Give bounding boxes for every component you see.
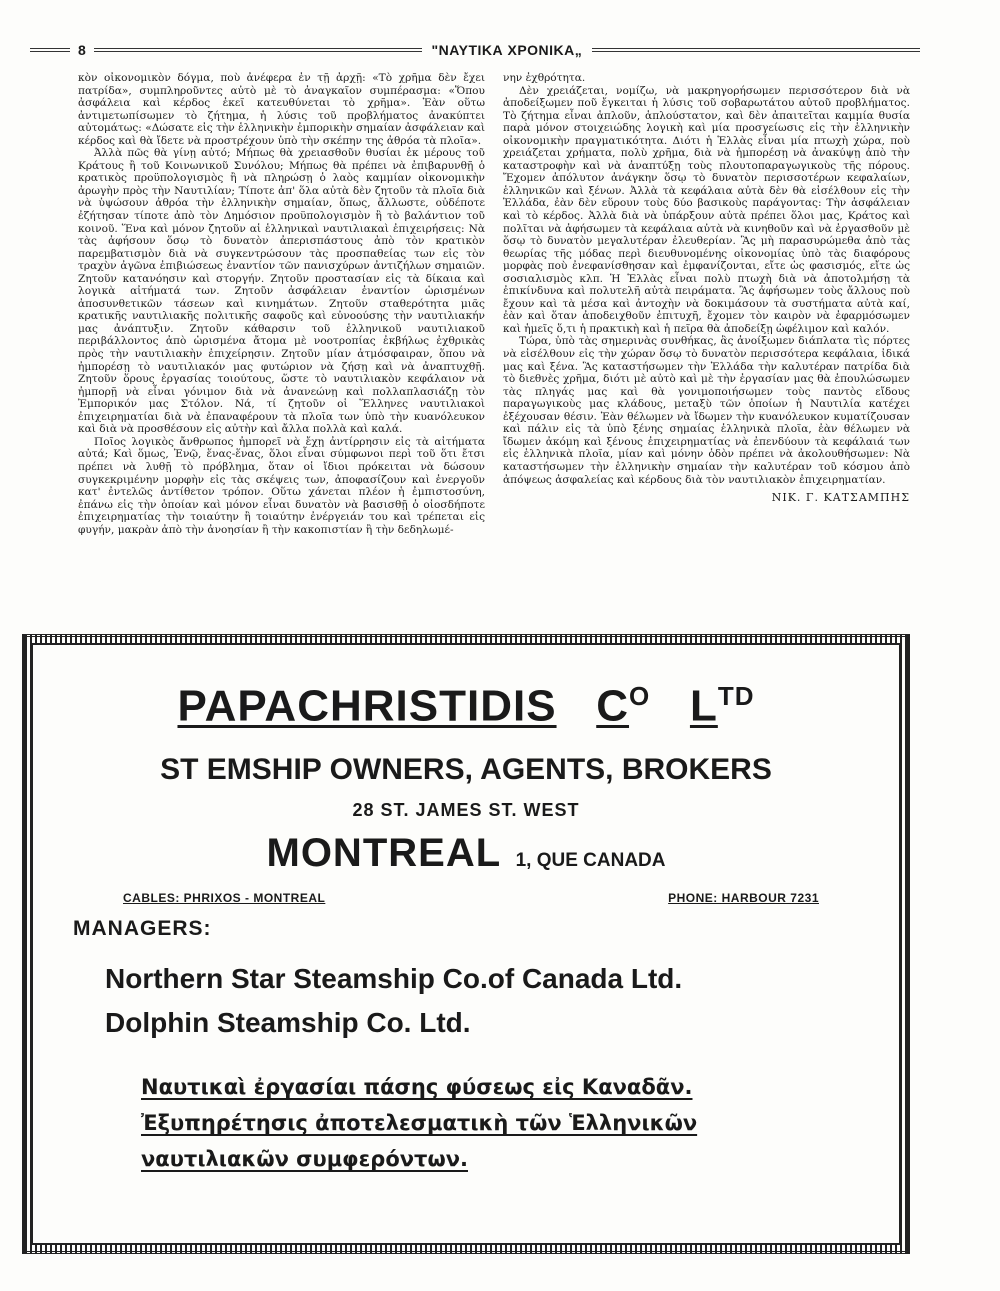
- header-rule-right: [592, 48, 920, 52]
- company-co: C: [596, 681, 630, 731]
- managers-label: MANAGERS:: [73, 917, 212, 940]
- phone-number: PHONE: HARBOUR 7231: [668, 891, 819, 905]
- company-name-main: PAPACHRISTIDIS: [177, 681, 557, 731]
- company-ltd-sup: TD: [717, 681, 755, 711]
- paragraph: νην ἐχθρότητα.: [503, 72, 586, 84]
- manager-company-2: Dolphin Steamship Co. Ltd.: [105, 1007, 471, 1038]
- city-line: [33, 831, 899, 876]
- journal-title: "ΝΑΥΤΙΚΑ ΧΡΟΝΙΚΑ„: [431, 42, 583, 58]
- cables-address: CABLES: PHRIXOS - MONTREAL: [123, 891, 326, 905]
- advertisement: [31, 643, 901, 1245]
- paragraph: Ἀλλὰ πῶς θὰ γίνῃ αὐτό; Μήπως θὰ χρειασθοῦν θυσίαι ἐκ μέρους τοῦ Κράτους ἢ τοῦ Κοινωνικοῦ Συνόλου; Μήπως θὰ πρέπει νὰ ἐπιβαρυνθῇ ὁ κρατικὸς προϋπολογισμὸς ἢ νὰ πληρώσῃ ὁ λαὸς καμμίαν οἰκονομικὴν ἀρωγὴν πρὸς τὴν Ναυτιλίαν; Τίποτε ἀπ' ὅλα αὐτὰ δὲν ζητοῦν τὰ πλοῖα διὰ νὰ ὑψώσουν ἀθρόα τὴν ἑλληνικὴν σημαίαν, ὅπως, ἄλλωστε, οὐδέποτε ἐζήτησαν τίποτε ἀπὸ τὸν Δημόσιον προϋπολογισμὸν ἢ τὸ βαλάντιον τοῦ κοινοῦ. Ἕνα καὶ μόνον ζητοῦν αἱ ἑλληνικαὶ ναυτιλιακαὶ ἐπιχειρήσεις: Νὰ τὰς ἀφήσουν ὅσῳ τὸ δυνατὸν ἀπερισπάστους ἀπὸ τὸν κρατικὸν παρεμβατισμὸν διὰ νὰ συγκεντρώσουν τὰς προσπαθείας των εἰς τὸν τραχὺν ἀγῶνα ἐπιβιώσεως ἐναντίον τῶν πανισχύρων ἀντιζήλων σημαιῶν. Ζητοῦν κατανόησιν καὶ στοργήν. Ζητοῦν προστασίαν εἰς τὰ δίκαια καὶ λογικὰ αἰτήματά των. Ζητοῦν ἀσφάλειαν ἐναντίον ὡρισμένων ἀποσυνθετικῶν τάσεων καὶ κινημάτων. Ζητοῦν σταθερότητα μιᾶς κρατικῆς ναυτιλιακῆς πολιτικῆς σαφοῦς καὶ εὐνοούσης τὴν ναυτιλιακήν μας ἀνάπτυξιν. Ζητοῦν κάθαρσιν τοῦ ἑλληνικοῦ ναυτιλιακοῦ περιβάλλοντος ἀπὸ ὡρισμένα ἄτομα μὲ νοοτροπίας ἐκβήλως ἐχθρικὰς πρὸς τὴν ναυτιλιακὴν ἐπιχείρησιν. Ζητοῦν μίαν ἀτμόσφαιραν, ὅπου νὰ ἠμπορέσῃ τὸ ναυτιλιακόν μας φυτώριον νὰ ζήσῃ καὶ νὰ ἀναπτυχθῇ. Ζητοῦν ὅρους ἐργασίας τοιούτους, ὥστε τὸ ναυτιλιακὸν κεφάλαιον νὰ ἠμπορῇ νὰ εἶναι γόνιμον διὰ νὰ ἀνανεώνῃ καὶ πολλαπλασιάζῃ τὸν Ἐμπορικόν μας Στόλον. Νά, τί ζητοῦν οἱ Ἕλληνες ναυτιλιακοὶ ἐπιχειρηματίαι διὰ νὰ ἐπαναφέρουν τὰ πλοῖα των ὑπὸ τὴν κυανόλευκον καὶ διὰ νὰ προσθέσουν εἰς αὐτὴν καὶ ἄλλα πολλὰ καὶ καλά.: [78, 147, 485, 436]
- paragraph: Δὲν χρειάζεται, νομίζω, νὰ μακρηγορήσωμεν περισσότερον διὰ νὰ ἀποδείξωμεν ποῦ ἔγκειται ἡ λύσις τοῦ σοβαρωτάτου αὐτοῦ προβλήματος. Τὸ ζήτημα εἶναι ἁπλοῦν, ἁπλούστατον, καὶ δὲν ἀπαιτεῖται καμμία θυσία παρὰ μόνον στοιχειώδης λογικὴ καὶ μία προσγείωσις εἰς τὴν ἑλληνικὴν οἰκονομικὴν πραγματικότητα. Διότι ἡ Ἑλλὰς εἶναι μία πτωχὴ χώρα, ποὺ χρειάζεται χρήματα, πολὺ χρῆμα, διὰ νὰ ἠμπορέσῃ νὰ ἀνακύψῃ ἀπὸ τὴν καταστροφὴν καὶ νὰ ἀναπτύξῃ τοὺς πλουτοπαραγωγικοὺς τῆς πόρους. Ἔχομεν ἀπόλυτον ἀνάγκην ὅσῳ τὸ δυνατὸν περισσοτέρων κεφαλαίων, ἑλληνικῶν καὶ ξένων. Ἀλλὰ τὰ κεφάλαια αὐτὰ δὲν θὰ εἰσέλθουν εἰς τὴν Ἑλλάδα, ἐὰν δὲν εὕρουν τοὺς δύο βασικοὺς παράγοντας: Τὴν ἀσφάλειαν καὶ τὸ κέρδος. Ἀλλὰ διὰ νὰ ὑπάρξουν αὐτὰ πρέπει ὅλοι μας, Κράτος καὶ πολῖται νὰ ἀφήσωμεν τὰ κεφάλαια αὐτὰ νὰ κινηθοῦν καὶ νὰ ἐργασθοῦν μὲ ὅσῳ τὸ δυνατὸν μεγαλυτέραν ἐλευθερίαν. Ἂς μὴ παρασυρώμεθα ἀπὸ τὰς θεωρίας τῆς μόδας περὶ διευθυνομένης οἰκονομίας ὑπὸ τὰς διαφόρους μορφὰς ποὺ ἐνεφανίσθησαν καὶ ἐμφανίζονται, εἴτε ὡς φασισμός, εἴτε ὡς σοσιαλισμὸς κλπ. Ἡ Ἑλλὰς εἶναι πολὺ πτωχὴ διὰ νὰ ἀποτολμήσῃ τὰ ἐπικίνδυνα καὶ πολυτελῆ αὐτὰ πειράματα. Ἂς ἀφήσωμεν τοὺς ἄλλους ποὺ ἔχουν καὶ τὰ μέσα καὶ ἀντοχὴν νὰ δοκιμάσουν τὰ συστήματα αὐτὰ καί, ἐὰν καὶ ὅταν ἀποδειχθοῦν ἐπιτυχῆ, ἔχομεν τὸν καιρὸν νὰ ἐφαρμόσωμεν καὶ ἡμεῖς ὅ,τι ἡ πρακτικὴ καὶ ἡ πεῖρα θὰ ἀποδείξῃ ὠφέλιμον καὶ καλόν.: [503, 84, 910, 335]
- greek-tagline-3: ναυτιλιακῶν συμφερόντων.: [141, 1147, 468, 1171]
- paragraph: Τώρα, ὑπὸ τὰς σημερινὰς συνθήκας, ἂς ἀνοίξωμεν διάπλατα τὶς πόρτες νὰ εἰσέλθουν εἰς τὴν χώραν ὅσῳ τὸ δυνατὸν περισσότερα κεφάλαια, ἰδικά μας καὶ ξένα. Ἂς καταστήσωμεν τὴν Ἑλλάδα τὴν καλυτέραν πατρίδα διὰ τὸ διεθνὲς χρῆμα, διότι μὲ αὐτὸ καὶ μὲ τὴν ἐργασίαν μας θὰ ἐπουλώσωμεν τὰς πληγάς μας καὶ θὰ γονιμοποιήσωμεν τοὺς παντὸς εἴδους παραγωγικοὺς μας κλάδους, μεταξὺ τῶν ὁποίων ἡ Ναυτιλία κατέχει ἐξέχουσαν θέσιν. Ἐὰν θέλωμεν νὰ ἴδωμεν τὴν κυανόλευκον κυματίζουσαν καὶ πάλιν εἰς τὰ ὑπὸ ξένης σημαίας ἑλληνικὰ πλοῖα, ἐὰν θέλωμεν νὰ ἴδωμεν ἀκόμη καὶ ξένους ἐπιχειρηματίας νὰ ἐπενδύουν τὰ κεφάλαιά των εἰς ἑλληνικὰ πλοῖα, μίαν καὶ μόνην ὁδὸν πρέπει νὰ ἀκολουθήσωμεν: Νὰ καταστήσωμεν τὴν ἑλληνικὴν σημαίαν τὴν καλυτέραν τοῦ κόσμου ἀπὸ ἀπόψεως ἀσφαλείας καὶ κέρδους διὰ τὸν ναυτιλιακὸν ἐπιχειρηματίαν.: [503, 335, 910, 486]
- paragraph: κὸν οἰκονομικὸν δόγμα, ποὺ ἀνέφερα ἐν τῇ ἀρχῇ: «Τὸ χρῆμα δὲν ἔχει πατρίδα», συμπληροῦντες αὐτὸ μὲ τὸ ἀναγκαῖον συμπέρασμα: «Ὅπου ἀσφάλεια καὶ κέρδος ἐκεῖ κατευθύνεται τὸ χρῆμα». Ἐὰν οὕτω ἀντιμετωπίσωμεν τὸ ζήτημα, ἡ λύσις τοῦ προβλήματος ἀνακύπτει αὐτομάτως: «Δώσατε εἰς τὴν ἑλληνικὴν ἐμπορικὴν σημαίαν ἀσφάλειαν καὶ κέρδος καὶ θὰ ἴδετε νὰ προστρέχουν ὑπὸ τὴν σκέπην της ἀθρόα τὰ πλοῖα».: [78, 72, 485, 147]
- company-co-sup: O: [629, 681, 651, 711]
- header-rule-left: [30, 48, 70, 52]
- article-left-column: [78, 72, 485, 620]
- manager-company-1: Northern Star Steamship Co.of Canada Ltd.: [105, 963, 683, 994]
- header-rule-middle: [94, 48, 422, 52]
- paragraph: Ποῖος λογικὸς ἄνθρωπος ἠμπορεῖ νὰ ἔχῃ ἀντίρρησιν εἰς τὰ αἰτήματα αὐτά; Καὶ ὅμως, Ἐνῷ, ἕνας-ἕνας, ὅλοι εἶναι σύμφωνοι περὶ τοῦ ὅτι ἔτσι πρέπει νὰ λυθῇ τὸ πρόβλημα, ὅταν οἱ ἴδιοι πρόκειται νὰ δώσουν συγκεκριμένην μορφὴν εἰς τὰς σκέψεις των, ἀποφασίζουν καὶ ἐνεργοῦν κατ' ἐντελῶς ἀντίθετον τρόπον. Οὕτω χάνεται πλέον ἡ ἐμπιστοσύνη, ἐπάνω εἰς τὴν ὁποίαν καὶ μόνον εἶναι δυνατὸν νὰ βασισθῇ ὁ οἱοσδήποτε ἐπιχειρηματίας τὴν τοιαύτην ἢ τοιαύτην ἐνέργειάν του καὶ τρέπεται εἰς φυγήν, μακρὰν ἀπὸ τὴν ἀνοησίαν ἢ τὴν κακοπιστίαν ἢ τὴν δεδηλωμέ-: [78, 435, 485, 536]
- greek-tagline-1: Ναυτικαὶ ἐργασίαι πάσης φύσεως εἰς Καναδᾶν.: [141, 1075, 693, 1099]
- page-number: 8: [78, 42, 86, 58]
- business-description: ST EMSHIP OWNERS, AGENTS, BROKERS: [160, 753, 772, 786]
- company-name: [33, 681, 899, 732]
- city-suffix: 1, QUE CANADA: [515, 850, 666, 871]
- greek-tagline-2: Ἐξυπηρέτησις ἀποτελεσματικὴ τῶν Ἑλληνικῶν: [141, 1111, 698, 1135]
- author-signature: ΝΙΚ. Γ. ΚΑΤΣΑΜΠΗΣ: [771, 491, 910, 505]
- page-header: [30, 40, 920, 60]
- advertisement-frame: [22, 634, 910, 1254]
- article-right-column: [503, 72, 910, 620]
- company-ltd: L: [689, 681, 718, 731]
- city-name: MONTREAL: [266, 831, 502, 875]
- article-body: [78, 72, 910, 620]
- street-address: 28 ST. JAMES ST. WEST: [352, 800, 580, 820]
